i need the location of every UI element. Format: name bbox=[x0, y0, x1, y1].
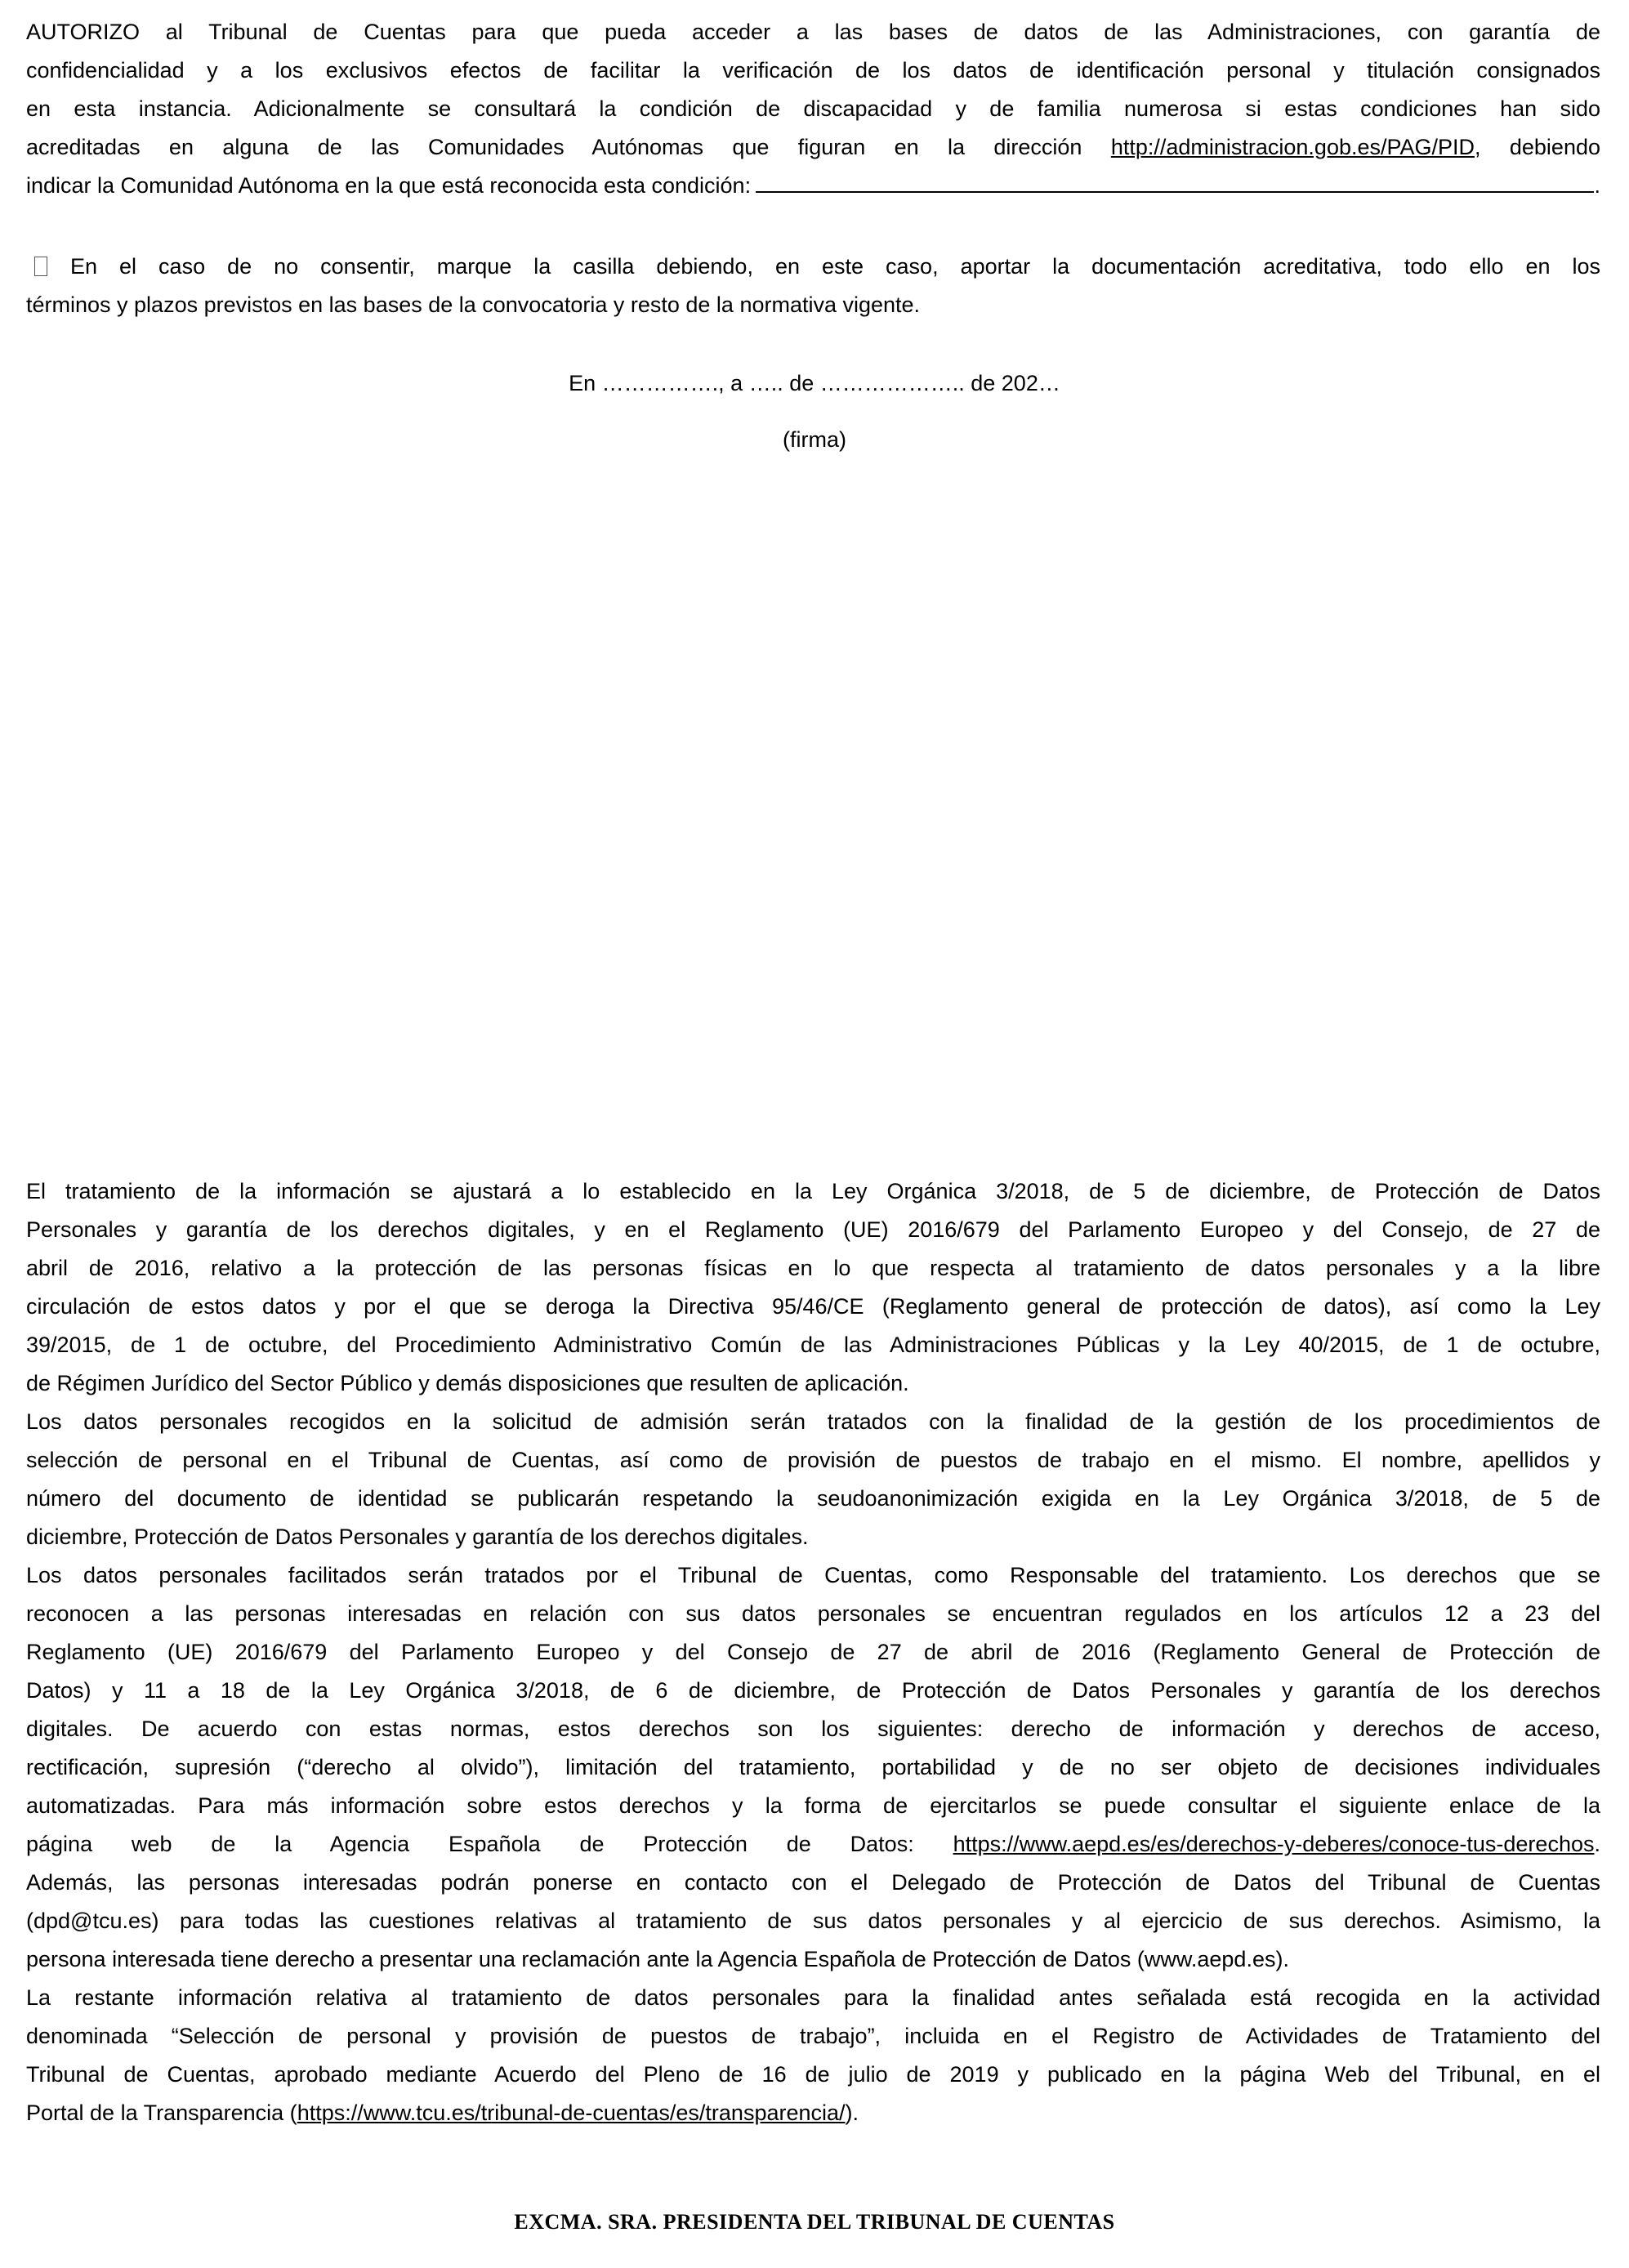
text: En el caso de no consentir, marque la casilla debiendo, en este caso, aportar la documentación acreditativa, todo ello en los bbox=[70, 254, 1600, 279]
text-line: abril de 2016, relativo a la protección de las personas físicas en lo que respecta al tratamiento de datos personales y a la libre bbox=[26, 1256, 1600, 1280]
addressee-footer: EXCMA. SRA. PRESIDENTA DEL TRIBUNAL DE CUENTAS bbox=[514, 2210, 1115, 2234]
text-line: número del documento de identidad se publicarán respetando la seudoanonimización exigida en la Ley Orgánica 3/2018, de 5 de bbox=[26, 1486, 1600, 1511]
text-line: de Régimen Jurídico del Sector Público y demás disposiciones que resulten de aplicación. bbox=[26, 1371, 909, 1395]
text-line: Además, las personas interesadas podrán ponerse en contacto con el Delegado de Protección de Datos del Tribunal de Cuentas bbox=[26, 1870, 1600, 1895]
text-line: digitales. De acuerdo con estas normas, estos derechos son los siguientes: derecho de información y derechos de acceso, bbox=[26, 1717, 1600, 1741]
text-line bbox=[26, 248, 1600, 286]
text-line bbox=[26, 128, 1600, 167]
text-line: denominada “Selección de personal y provisión de puestos de trabajo”, incluida en el Registro de Actividades de Tratamiento del bbox=[26, 2024, 1600, 2048]
text-line: selección de personal en el Tribunal de Cuentas, así como de provisión de puestos de trabajo en el mismo. El nombre, apellidos y bbox=[26, 1448, 1600, 1472]
text-line: rectificación, supresión (“derecho al olvido”), limitación del tratamiento, portabilidad y de no ser objeto de decisiones individuales bbox=[26, 1755, 1600, 1779]
text-line: automatizadas. Para más información sobre estos derechos y la forma de ejercitarlos se puede consultar el siguiente enlace de la bbox=[26, 1793, 1600, 1818]
text: página web de la Agencia Española de Protección de Datos: bbox=[26, 1832, 953, 1856]
no-consent-checkbox[interactable] bbox=[34, 257, 47, 276]
text-line: Datos) y 11 a 18 de la Ley Orgánica 3/2018, de 6 de diciembre, de Protección de Datos Personales y garantía de los derechos bbox=[26, 1678, 1600, 1703]
text-line: Reglamento (UE) 2016/679 del Parlamento Europeo y del Consejo de 27 de abril de 2016 (Reglamento General de Protección de bbox=[26, 1640, 1600, 1664]
text-line bbox=[26, 2094, 1600, 2132]
text-line bbox=[26, 1825, 1600, 1864]
text-line: AUTORIZO al Tribunal de Cuentas para que pueda acceder a las bases de datos de las Administraciones, con garantía de bbox=[26, 20, 1600, 44]
signature-label: (firma) bbox=[783, 427, 846, 452]
text-line: diciembre, Protección de Datos Personales y garantía de los derechos digitales. bbox=[26, 1525, 809, 1549]
no-consent-paragraph bbox=[26, 248, 1600, 324]
text-line: reconocen a las personas interesadas en relación con sus datos personales se encuentran regulados en los artículos 12 a 23 del bbox=[26, 1601, 1600, 1626]
community-field-label: indicar la Comunidad Autónoma en la que está reconocida esta condición: bbox=[26, 173, 752, 198]
text: , debiendo bbox=[1475, 135, 1600, 159]
text: Portal de la Transparencia ( bbox=[26, 2101, 297, 2125]
text: ). bbox=[845, 2101, 859, 2125]
text-line: (dpd@tcu.es) para todas las cuestiones relativas al tratamiento de sus datos personales y al ejercicio de sus derechos. Asimismo, la bbox=[26, 1909, 1600, 1933]
text-line: circulación de estos datos y por el que se deroga la Directiva 95/46/CE (Reglamento general de protección de datos), así como la Ley bbox=[26, 1294, 1600, 1319]
date-line: En ……………., a ….. de ……………….. de 202… bbox=[569, 371, 1060, 395]
administracion-link[interactable]: http://administracion.gob.es/PAG/PID bbox=[1110, 135, 1475, 159]
text-line: confidencialidad y a los exclusivos efectos de facilitar la verificación de los datos de identificación personal y titulación consignados bbox=[26, 58, 1600, 83]
aepd-rights-link[interactable]: https://www.aepd.es/es/derechos-y-deberes/conoce-tus-derechos bbox=[953, 1832, 1595, 1856]
text-line: en esta instancia. Adicionalmente se consultará la condición de discapacidad y de familia numerosa si estas condiciones han sido bbox=[26, 96, 1600, 121]
text: . bbox=[1594, 1832, 1600, 1856]
community-field-line bbox=[26, 167, 1600, 205]
text: . bbox=[1594, 173, 1600, 198]
text-line: El tratamiento de la información se ajustará a lo establecido en la Ley Orgánica 3/2018, de 5 de diciembre, de Protección de Datos bbox=[26, 1179, 1600, 1203]
text-line: términos y plazos previstos en las bases de la convocatoria y resto de la normativa vigente. bbox=[26, 292, 921, 317]
community-field-input[interactable] bbox=[756, 167, 1594, 193]
text-line: persona interesada tiene derecho a presentar una reclamación ante la Agencia Española de Protección de Datos (www.aepd.es). bbox=[26, 1947, 1289, 1971]
transparency-portal-link[interactable]: https://www.tcu.es/tribunal-de-cuentas/es/transparencia/ bbox=[297, 2101, 846, 2125]
text-line: Tribunal de Cuentas, aprobado mediante Acuerdo del Pleno de 16 de julio de 2019 y publicado en la página Web del Tribunal, en el bbox=[26, 2062, 1600, 2087]
privacy-notice bbox=[26, 1172, 1600, 2132]
text-line: Los datos personales recogidos en la solicitud de admisión serán tratados con la finalidad de la gestión de los procedimientos de bbox=[26, 1409, 1600, 1434]
authorization-paragraph bbox=[26, 13, 1600, 205]
text-line: Los datos personales facilitados serán tratados por el Tribunal de Cuentas, como Responsable del tratamiento. Los derechos que se bbox=[26, 1563, 1600, 1587]
text: acreditadas en alguna de las Comunidades Autónomas que figuran en la dirección bbox=[26, 135, 1111, 159]
text-line: Personales y garantía de los derechos digitales, y en el Reglamento (UE) 2016/679 del Parlamento Europeo y del Consejo, de 27 de bbox=[26, 1217, 1600, 1242]
text-line: La restante información relativa al tratamiento de datos personales para la finalidad antes señalada está recogida en la actividad bbox=[26, 1985, 1600, 2010]
text-line: 39/2015, de 1 de octubre, del Procedimiento Administrativo Común de las Administraciones Públicas y la Ley 40/2015, de 1 de octubre, bbox=[26, 1333, 1600, 1357]
